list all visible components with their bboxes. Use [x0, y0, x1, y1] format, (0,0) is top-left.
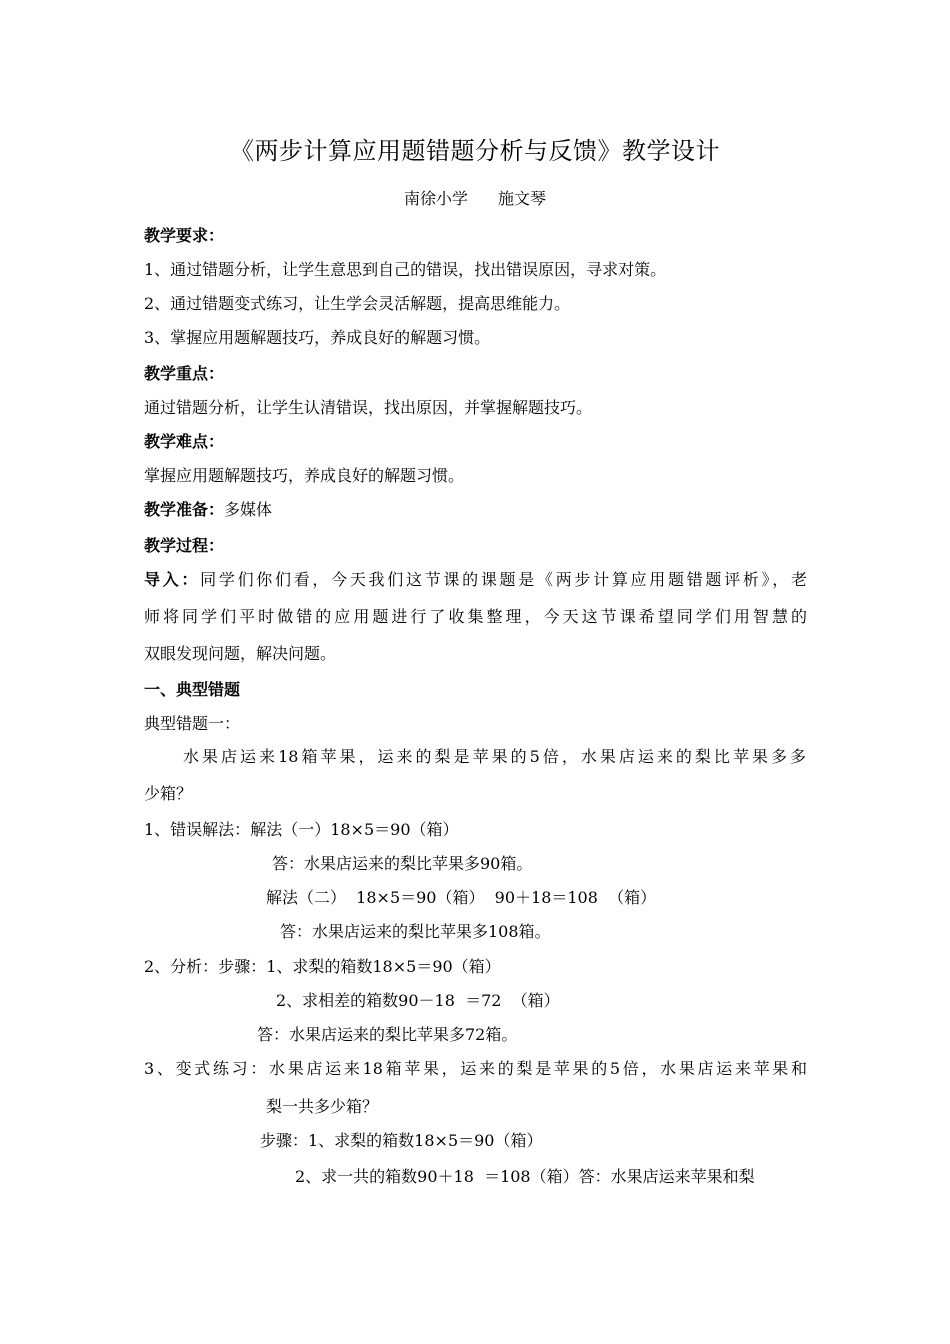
requirement-item: 2、通过错题变式练习，让生学会灵活解题，提高思维能力。	[144, 294, 571, 313]
preparation-line	[144, 500, 272, 520]
preparation-text: 多媒体	[224, 500, 273, 519]
process-heading: 教学过程：	[144, 536, 225, 555]
focus-text: 通过错题分析，让学生认清错误，找出原因，并掌握解题技巧。	[144, 398, 593, 417]
focus-heading: 教学重点：	[144, 364, 225, 383]
subsection-heading: 典型错题一：	[144, 714, 241, 733]
wrong-method-2: 解法（二） 18×5＝90（箱） 90＋18＝108 （箱）	[266, 888, 657, 907]
wrong-solution-line	[144, 820, 459, 840]
preparation-heading: 教学准备：	[144, 500, 225, 519]
analysis-step-2: 2、求相差的箱数90－18 ＝72 （箱）	[276, 991, 560, 1010]
wrong-method-1: 解法（一）18×5＝90（箱）	[250, 820, 459, 839]
page-title: 《两步计算应用题错题分析与反馈》教学设计	[230, 137, 720, 165]
wrong-answer-1: 答：水果店运来的梨比苹果多90箱。	[272, 854, 533, 873]
requirement-item: 3、掌握应用题解题技巧，养成良好的解题习惯。	[144, 328, 491, 347]
variant-step-2: 2、求一共的箱数90＋18 ＝108（箱）答：水果店运来苹果和梨	[295, 1167, 755, 1186]
intro-text: 同学们你们看，今天我们这节课的课题是《两步计算应用题错题评析》，老	[200, 570, 807, 589]
requirements-heading: 教学要求：	[144, 226, 225, 245]
requirement-item: 1、通过错题分析，让学生意思到自己的错误，找出错误原因，寻求对策。	[144, 260, 667, 279]
intro-line-1	[144, 570, 807, 590]
variant-label: 3、变式练习：	[144, 1059, 270, 1078]
analysis-answer: 答：水果店运来的梨比苹果多72箱。	[257, 1025, 518, 1044]
wrong-solution-label: 1、错误解法：	[144, 820, 251, 839]
problem-line-2: 少箱？	[144, 784, 193, 803]
problem-line-1: 水果店运来18箱苹果，运来的梨是苹果的5倍，水果店运来的梨比苹果多多	[183, 747, 806, 766]
intro-label: 导入：	[144, 570, 201, 589]
wrong-answer-2: 答：水果店运来的梨比苹果多108箱。	[280, 922, 551, 941]
author-line	[0, 189, 950, 209]
intro-line-2: 师将同学们平时做错的应用题进行了收集整理，今天这节课希望同学们用智慧的	[144, 607, 807, 626]
difficulty-text: 掌握应用题解题技巧，养成良好的解题习惯。	[144, 466, 465, 485]
author-school: 南徐小学	[403, 189, 468, 208]
section-heading: 一、典型错题	[144, 680, 241, 699]
intro-line-3: 双眼发现问题，解决问题。	[144, 644, 337, 663]
variant-question-2: 梨一共多少箱？	[266, 1097, 379, 1116]
analysis-line	[144, 957, 501, 977]
difficulty-heading: 教学难点：	[144, 432, 225, 451]
variant-question-1: 水果店运来18箱苹果，运来的梨是苹果的5倍，水果店运来苹果和	[269, 1059, 807, 1078]
analysis-step-1: 步骤：1、求梨的箱数18×5＝90（箱）	[218, 957, 501, 976]
author-name: 施文琴	[498, 189, 547, 208]
variant-step-1: 步骤：1、求梨的箱数18×5＝90（箱）	[260, 1131, 543, 1150]
variant-line-1	[144, 1059, 807, 1079]
analysis-label: 2、分析：	[144, 957, 219, 976]
